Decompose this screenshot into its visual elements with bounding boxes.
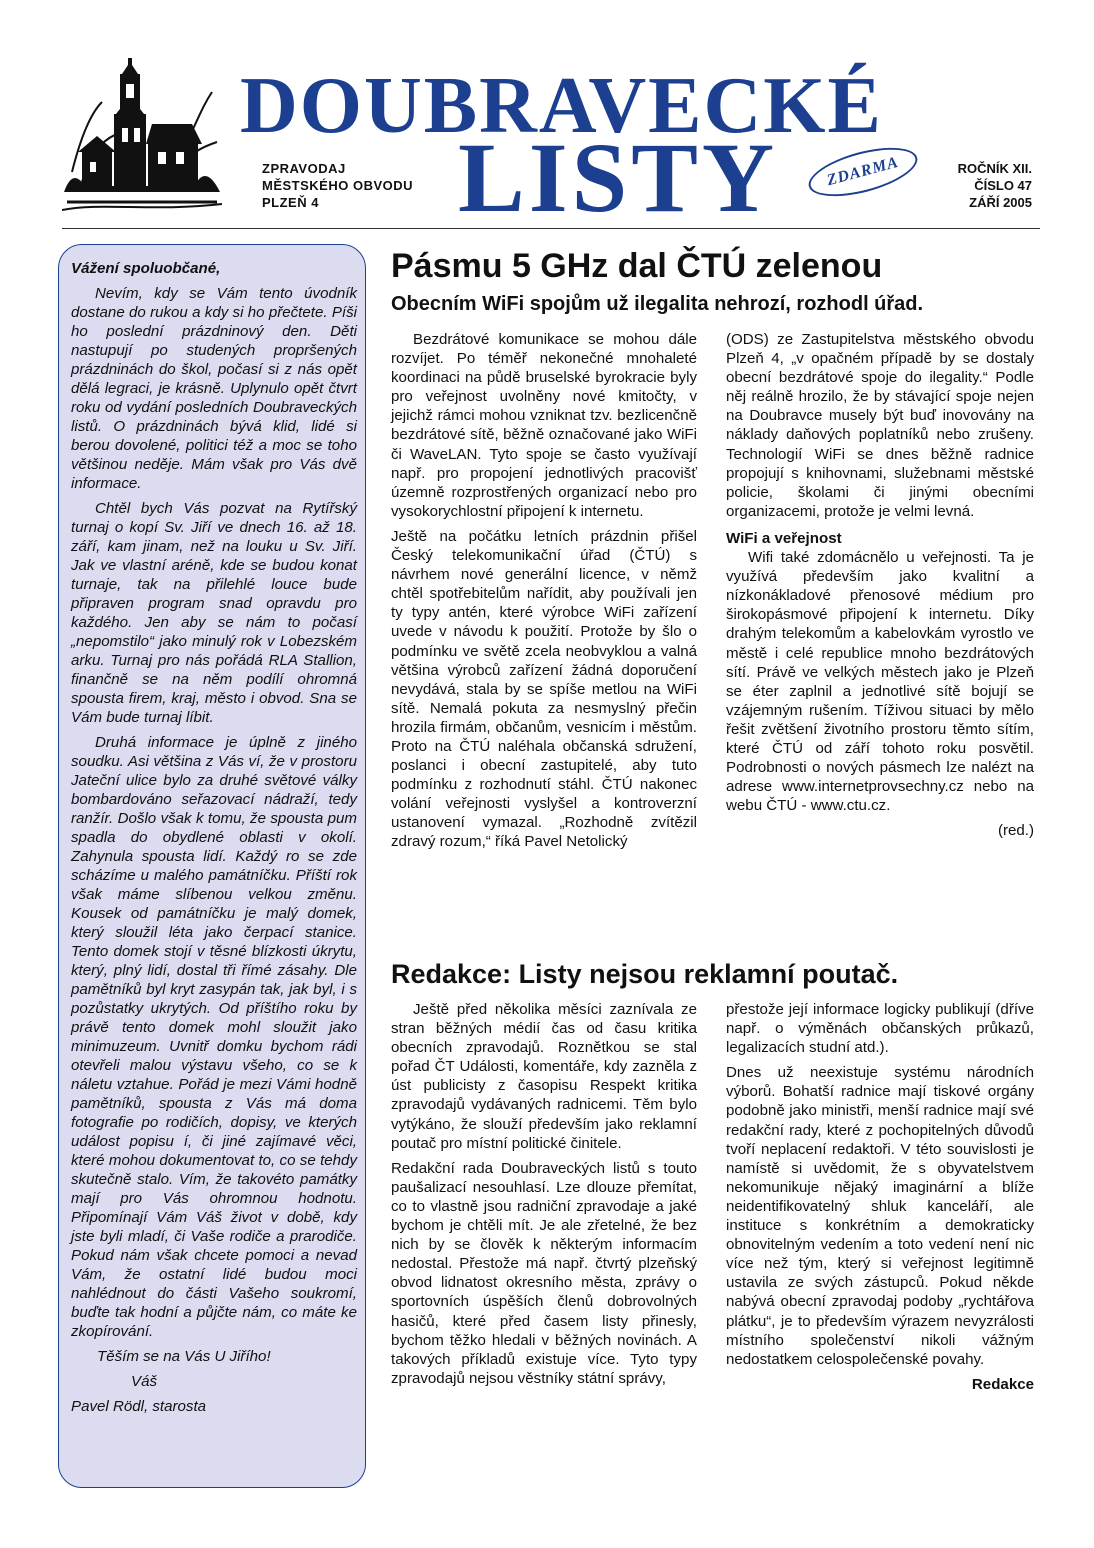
masthead-subtitle (262, 160, 413, 211)
article1-column-left (391, 330, 697, 858)
article2-headline: Redakce: Listy nejsou reklamní poutač. (391, 959, 899, 989)
masthead-title-top: DOUBRAVECKÉ (240, 62, 883, 150)
article1-subhead: WiFi a veřejnost (726, 529, 842, 547)
article-paragraph: Ještě před několika měsíci zaznívala ze stran běžných médií čas od času kritika obecních zpravodajů. Roznětkou se stal pořad ČT Události, komentáře, kdy zazněla z úst publicisty z časopisu Respekt kritika zpravodajů vydávaných radnicemi. Těm bylo vytýkáno, že slouží především jako reklamní poutač pro místní politické činitele. (391, 1001, 697, 1152)
editorial-closing-vas: Váš (131, 1373, 158, 1390)
subtitle-line: PLZEŇ 4 (262, 195, 319, 210)
article2-column-left (391, 1000, 697, 1394)
masthead-title-bottom: LISTY (458, 122, 779, 233)
article-paragraph: Redakční rada Doubraveckých listů s touto paušalizací nesouhlasí. Lze dlouze přemítat, co to vlastně jsou radniční zpravodaje a jaké bychom je chtěli mít. Je ale zřetelné, že bez nich by se člověk k některým informacím nedostal. Přestože má např. čtvrtý plzeňský obvod lidnatost okresního města, zprávy o sportovních úspěších členů dobrovolných hasičů, které před časem listy přinesly, bychom těžko hledali v běžných novinách. A takových příkladů existuje více. Tyto typy zpravodajů nejsou věstníky státní správy, (391, 1159, 697, 1387)
free-badge: ZDARMA (804, 138, 923, 206)
article1-headline: Pásmu 5 GHz dal ČTÚ zelenou (391, 247, 883, 285)
article2-column-right (726, 1000, 1034, 1394)
subtitle-line: ZPRAVODAJ (262, 161, 346, 176)
article-paragraph: Wifi také zdomácnělo u veřejnosti. Ta je využívá především jako kvalitní a nízkonákladové přenosové médium pro širokopásmové připojení k internetu. Díky drahým telekomům a kabelovkám vyrostlo ve městě i celé republice mnoho bezdrátových sítí. Právě ve velkých městech jako je Plzeň se éter zaplnil a jednotlivé sítě bojují se vzájemným rušením. Tíživou situaci by mělo řešit zvětšení životního prostoru těmto sítím, které ČTÚ od září tohoto roku posvětil. Podrobnosti o nových pásmech lze nalézt na adrese www.internetprovsechny.cz nebo na webu ČTÚ - www.ctu.cz. (726, 549, 1034, 815)
editorial-paragraph: Chtěl bych Vás pozvat na Rytířský turnaj o kopí Sv. Jiří ve dnech 16. až 18. září, kam jinam, než na louku u Sv. Jiří. Jak ve vlastní aréně, kde se budou konat turnaje, tak na přilehlé louce bude připraven program snad opravdu pro každého. Jen aby se nám to počasí „nepomstilo“ jako minulý rok v Lobezském arku. Turnaj pro nás pořádá RLA Stallion, finančně se na něm podílí ohromná spousta firem, kraj, město i obvod. Sna se Vám bude turnaj líbit. (71, 500, 357, 726)
subtitle-line: MĚSTSKÉHO OBVODU (262, 178, 414, 193)
editorial-closing: Těším se na Vás U Jiřího! (97, 1348, 271, 1365)
issue-number: ČÍSLO 47 (974, 178, 1032, 193)
editorial-paragraph: Nevím, kdy se Vám tento úvodník dostane do rukou a kdy si ho přečtete. Píši ho poslední prázdninový den. Děti nastupují po studených propršených prázdninách do škol, počasí si z nás opět dělá legraci, je krásně. Uplynulo opět čtvrt roku od vydání posledních Doubraveckých listů. O prázdninách bývá klid, lidé si berou dovolené, politici též a moc se toho většinou neděje. Mám však pro Vás dvě informace. (71, 285, 357, 492)
article-paragraph: Dnes už neexistuje systému národních výborů. Bohatší radnice mají tiskové orgány podobně jako ministři, menší radnice mají své redakční rady, které z pochopitelných důvodů tvoří neplacení redaktoři. V této souvislosti je namístě si uvědomit, že s obyvatelstvem nekomunikuje nějaký imaginární a blíže neidentifikovatelný shluk kanceláří, ale instituce s konkrétním a demokraticky obnovitelným vedením a toto vedení není nic více než tým, který si veřejnost legitimně ustavila ze svých zástupců. Pokud někde nabývá obecní zpravodaj podoby „rychtářova plátku“, je to především výrazem nevyzrálosti místního společenství nikoli vážným nedostatkem celospolečenské povahy. (726, 1064, 1034, 1368)
issue-info (930, 160, 1032, 211)
article-paragraph: přestože její informace logicky publikují (dříve např. o výměnách občanských průkazů, legalizacích studní atd.). (726, 1001, 1034, 1057)
editorial-paragraph: Druhá informace je úplně z jiného soudku. Asi většina z Vás ví, že v prostoru Jateční ulice bylo za druhé světové války bombardováno seřazovací nádraží, tedy ranžír. Došlo však k tomu, že spousta pum spadla do obydlené oblasti v okolí. Zahynula spousta lidí. Každý ro se zde scházíme u malého památníčku. Příští rok však máme slíbenou velkou změnu. Kousek od památníčku je malý domek, který sloužil léta jako čerpací stanice. Tento domek stojí v těsné blízkosti úkrytu, který, plný lidí, dostal tři římé zásahy. Dle pamětníků byl kryt zasypán tak, jak byl, i s pozůstatky ukrytých. Od příštího roku by právě tento domek mohl sloužit jako minimuzeum. Uvnitř domku bychom rádi otevřeli malou výstavu všeho, co se k náletu vztahue. Pořád je mezi Vámi hodně pamětníků, spousta z Vás má doma fotografie po rodičích, dopisy, ve kterých událost popisu í, či jiné zajímavé věci, které mohou dokumentovat to, co se tehdy skutečně stalo. Vím, že takovéto památky mají pro Vás ohromnou hodnotu. Připomínají Vám Váš život v době, kdy jste byli mladí, či Vaše rodiče a prarodiče. Pokud nám však chcete pomoci a nevad Vám, že ostatní lidé budou moci nahlédnout do části Vašeho soukromí, buďte tak hodní a půjčte nám, co máte ke zkopírování. (71, 734, 357, 1340)
article-paragraph: (ODS) ze Zastupitelstva městského obvodu Plzeň 4, „v opačném případě by se dostaly obecní bezdrátové spoje do ilegality.“ Podle něj reálně hrozilo, že by stávající spoje nejen na Doubravce musely být buď inovovány na náklady daňových poplatníků nebo zrušeny. Technologií WiFi se dnes běžně radnice propojují s knihovnami, služebnami městské policie, školami či jinými obecními organizacemi, protože je velmi levná. (726, 331, 1034, 520)
article1-subheadline: Obecním WiFi spojům už ilegalita nehrozí, rozhodl úřad. (391, 293, 924, 315)
editorial-signature: Pavel Rödl, starosta (71, 1398, 207, 1415)
article-paragraph: Bezdrátové komunikace se mohou dále rozvíjet. Po téměř nekonečné mnohaleté koordinaci na půdě bruselské byrokracie byly pro veřejnost uvolněny nové kmitočty, v jejichž rámci mohou vzniknat tzv. bezlicenčně bezdrátové sítě, běžně označované jako WiFi či WaveLAN. Tyto spoje se často využívají např. pro propojení jednotlivých pracovišť územně rozprostřených organizací nebo pro vysokorychlostní připojení k internetu. (391, 331, 697, 520)
editorial-sidebar (58, 244, 366, 1488)
issue-volume: ROČNÍK XII. (957, 161, 1032, 176)
article1-column-right (726, 330, 1034, 840)
editorial-greeting: Vážení spoluobčané, (71, 260, 221, 277)
issue-date: ZÁŘÍ 2005 (969, 195, 1032, 210)
article-paragraph: Ještě na počátku letních prázdnin přišel Český telekomunikační úřad (ČTÚ) s návrhem nové generální licence, v němž chtěl spotřebitelům nařídit, aby používali jen ty typy antén, které výrobce WiFi zařízení uvede v návodu k použití. Protože by šlo o podmínku ve světě zcela neobvyklou a valná většina výrobců zařízení žádná doporučení nevydává, stala by se spíše metlou na WiFi sítě. Nemalá pokuta za nesmyslný přečin hrozila firmám, občanům, vesnicím i městům. Proto na ČTÚ naléhala občanská sdružení, poslanci i obecní zastupitelé, aby tuto podmínku z rozhodnutí stáhl. ČTÚ nakonec volání veřejnosti vyslyšel a kontroverzní ustanovení vymazal. „Rozhodně zvítězil zdravý rozum,“ říká Pavel Netolický (391, 527, 697, 851)
church-illustration-icon (62, 52, 222, 218)
article1-byline: (red.) (997, 822, 1034, 840)
masthead-divider (62, 228, 1040, 229)
article2-byline: Redakce (971, 1375, 1034, 1393)
